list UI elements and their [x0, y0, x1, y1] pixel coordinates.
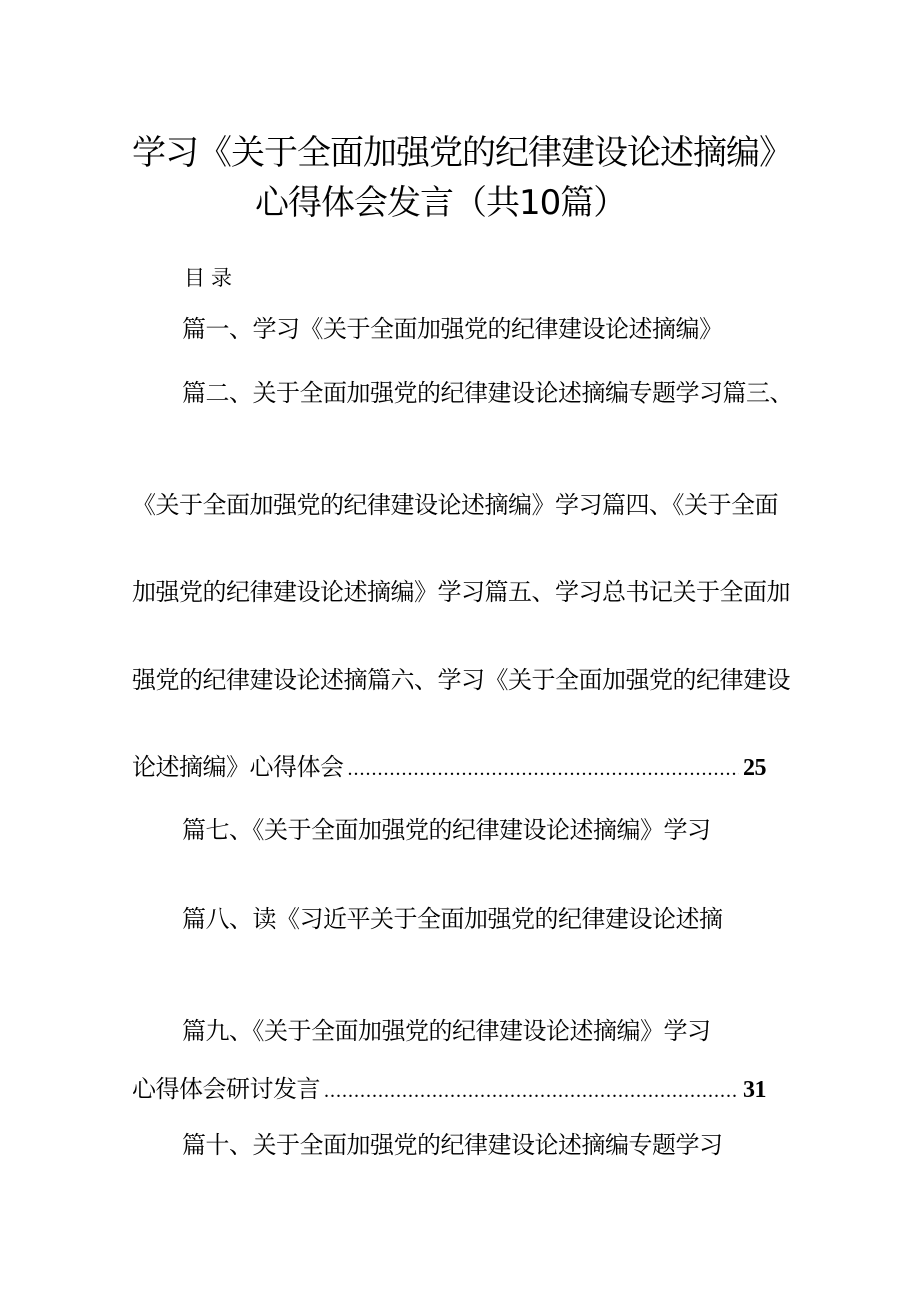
toc-entry-8: 篇八、读《习近平关于全面加强党的纪律建设论述摘 [182, 905, 723, 933]
toc-entry-9: 篇九、《关于全面加强党的纪律建设论述摘编》学习 [182, 1017, 711, 1045]
toc-entry-11: 篇十、关于全面加强党的纪律建设论述摘编专题学习 [182, 1131, 723, 1159]
document-title-line-1: 学习《关于全面加强党的纪律建设论述摘编》 [132, 133, 792, 173]
toc-entry-2: 篇二、关于全面加强党的纪律建设论述摘编专题学习篇三、 [182, 379, 793, 407]
toc-entry-6-text: 论述摘编》心得体会 [132, 753, 344, 781]
toc-entry-6-page: 25 [743, 755, 766, 781]
toc-label: 目录 [184, 266, 238, 290]
toc-leader-dots [348, 754, 740, 784]
toc-entry-6 [132, 752, 766, 784]
toc-entry-4: 加强党的纪律建设论述摘编》学习篇五、学习总书记关于全面加 [132, 578, 790, 606]
toc-entry-10 [132, 1074, 766, 1106]
toc-entry-7: 篇七、《关于全面加强党的纪律建设论述摘编》学习 [182, 816, 711, 844]
toc-entry-3: 《关于全面加强党的纪律建设论述摘编》学习篇四、《关于全面 [132, 491, 778, 519]
toc-entry-1: 篇一、学习《关于全面加强党的纪律建设论述摘编》 [182, 315, 723, 343]
toc-entry-10-text: 心得体会研讨发言 [132, 1075, 320, 1103]
document-title-line-2: 心得体会发言（共10篇） [255, 183, 627, 223]
toc-entry-10-page: 31 [743, 1077, 766, 1103]
toc-leader-dots [324, 1076, 739, 1106]
toc-entry-5: 强党的纪律建设论述摘篇六、学习《关于全面加强党的纪律建设 [132, 666, 790, 694]
